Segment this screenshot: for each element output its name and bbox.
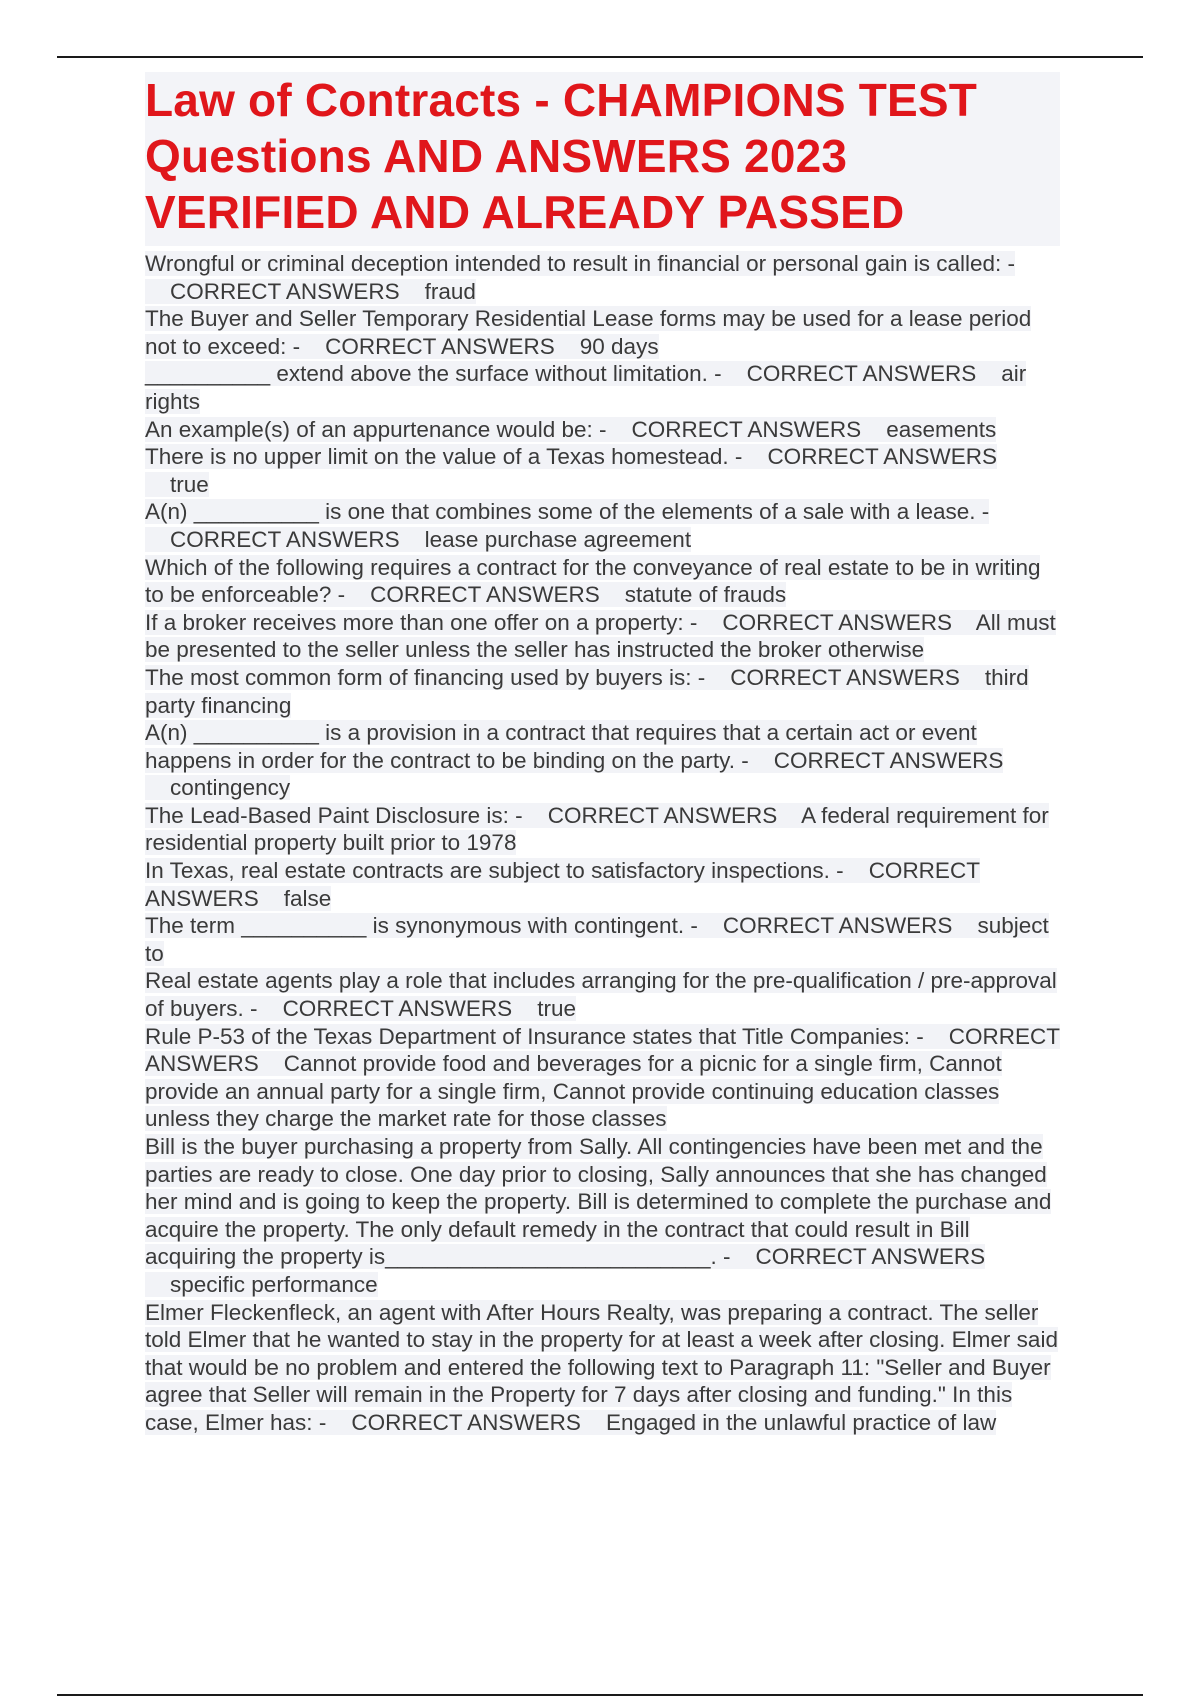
question-text: An example(s) of an appurtenance would be: - <box>145 416 607 442</box>
qa-list <box>145 250 1060 1437</box>
answer-text: specific performance <box>170 1271 378 1297</box>
question-text: Real estate agents play a role that includes arranging for the pre-qualification / pre-approval of buyers. - <box>145 968 1057 1022</box>
answer-marker: CORRECT ANSWERS <box>722 609 953 635</box>
answer-marker: CORRECT ANSWERS <box>722 913 953 939</box>
answer-marker: CORRECT ANSWERS <box>547 802 778 828</box>
question-text: There is no upper limit on the value of a Texas homestead. - <box>145 444 743 470</box>
answer-marker: CORRECT ANSWERS <box>773 747 1004 773</box>
answer-marker: CORRECT ANSWERS <box>145 1023 1060 1077</box>
answer-marker: CORRECT ANSWERS <box>746 361 977 387</box>
answer-marker: CORRECT ANSWERS <box>767 444 998 470</box>
answer-text: true <box>170 471 209 497</box>
answer-text: A federal requirement for residential property built prior to 1978 <box>145 802 1049 856</box>
answer-marker: CORRECT ANSWERS <box>631 416 862 442</box>
question-text: A(n) __________ is one that combines some of the elements of a sale with a lease. - <box>145 499 990 525</box>
answer-text: contingency <box>170 775 291 801</box>
answer-marker: CORRECT ANSWERS <box>755 1244 986 1270</box>
question-text: If a broker receives more than one offer on a property: - <box>145 609 698 635</box>
question-text: Elmer Fleckenfleck, an agent with After Hours Realty, was preparing a contract. The seller told Elmer that he wanted to stay in the property for at least a week after closing. Elmer said that would be no problem and entered the following text to Paragraph 11: "Seller and Buyer agree that Seller will remain in the Property for 7 days after closing and funding." In this case, Elmer has: - <box>145 1299 1058 1435</box>
question-text: Bill is the buyer purchasing a property from Sally. All contingencies have been met and the parties are ready to close. One day prior to closing, Sally announces that she has changed her mind and is going to keep the property. Bill is determined to complete the purchase and acquire the property. The only default remedy in the contract that could result in Bill acquiring the property is__________________________. - <box>145 1134 1052 1270</box>
qa-item <box>145 416 1060 444</box>
answer-marker: CORRECT ANSWERS <box>325 333 555 359</box>
answer-text: Engaged in the unlawful practice of law <box>605 1409 997 1435</box>
question-text: Which of the following requires a contract for the conveyance of real estate to be in writing to be enforceable? - <box>145 554 1041 608</box>
question-text: Wrongful or criminal deception intended to result in financial or personal gain is called: - <box>145 251 1016 276</box>
qa-item <box>145 305 1060 360</box>
document-title: Law of Contracts - CHAMPIONS TEST Questions AND ANSWERS 2023 VERIFIED AND ALREADY PASSED <box>145 74 978 238</box>
qa-item <box>145 912 1060 967</box>
qa-item <box>145 802 1060 857</box>
qa-item <box>145 1299 1060 1437</box>
qa-item <box>145 554 1060 609</box>
question-text: __________ extend above the surface without limitation. - <box>145 361 722 387</box>
answer-marker: CORRECT ANSWERS <box>730 664 960 690</box>
answer-text: All must be presented to the seller unless the seller has instructed the broker otherwise <box>145 609 1056 663</box>
answer-text: 90 days <box>579 333 659 359</box>
qa-item <box>145 1023 1060 1133</box>
answer-text: Cannot provide food and beverages for a picnic for a single firm, Cannot provide an annual party for a single firm, Cannot provide continuing education classes unless they charge the market rate for those classes <box>145 1051 1002 1132</box>
answer-marker: CORRECT ANSWERS <box>370 582 600 608</box>
answer-text: statute of frauds <box>624 582 787 608</box>
question-text: The Lead-Based Paint Disclosure is: - <box>145 802 523 828</box>
answer-marker: CORRECT ANSWERS <box>145 858 980 911</box>
qa-item <box>145 250 1060 305</box>
answer-text: third party financing <box>145 664 1029 718</box>
answer-text: air rights <box>145 361 1027 414</box>
answer-text: subject to <box>145 913 1049 966</box>
question-text: Rule P-53 of the Texas Department of Insurance states that Title Companies: - <box>145 1023 924 1049</box>
answer-marker: CORRECT ANSWERS <box>170 526 400 552</box>
qa-item <box>145 857 1060 912</box>
top-divider <box>57 56 1143 58</box>
question-text: A(n) __________ is a provision in a contract that requires that a certain act or event happens in order for the contract to be binding on the party. - <box>145 720 977 773</box>
qa-item <box>145 967 1060 1022</box>
qa-item <box>145 609 1060 664</box>
qa-item <box>145 443 1060 498</box>
question-text: The most common form of financing used by buyers is: - <box>145 664 706 690</box>
qa-item <box>145 498 1060 553</box>
qa-item <box>145 719 1060 802</box>
answer-text: fraud <box>424 278 476 304</box>
answer-marker: CORRECT ANSWERS <box>170 278 400 304</box>
answer-text: false <box>283 885 332 911</box>
answer-marker: CORRECT ANSWERS <box>282 996 513 1022</box>
title-block <box>145 72 1060 246</box>
question-text: The term __________ is synonymous with contingent. - <box>145 913 698 939</box>
answer-text: lease purchase agreement <box>424 526 692 552</box>
qa-item <box>145 360 1060 415</box>
bottom-divider <box>57 1694 1143 1696</box>
answer-text: true <box>537 996 576 1022</box>
question-text: In Texas, real estate contracts are subject to satisfactory inspections. - <box>145 858 844 884</box>
answer-marker: CORRECT ANSWERS <box>351 1409 581 1435</box>
qa-item <box>145 664 1060 719</box>
question-text: The Buyer and Seller Temporary Residential Lease forms may be used for a lease period not to exceed: - <box>145 306 1032 359</box>
answer-text: easements <box>886 416 997 442</box>
qa-item <box>145 1133 1060 1299</box>
document-body <box>145 72 1060 1437</box>
